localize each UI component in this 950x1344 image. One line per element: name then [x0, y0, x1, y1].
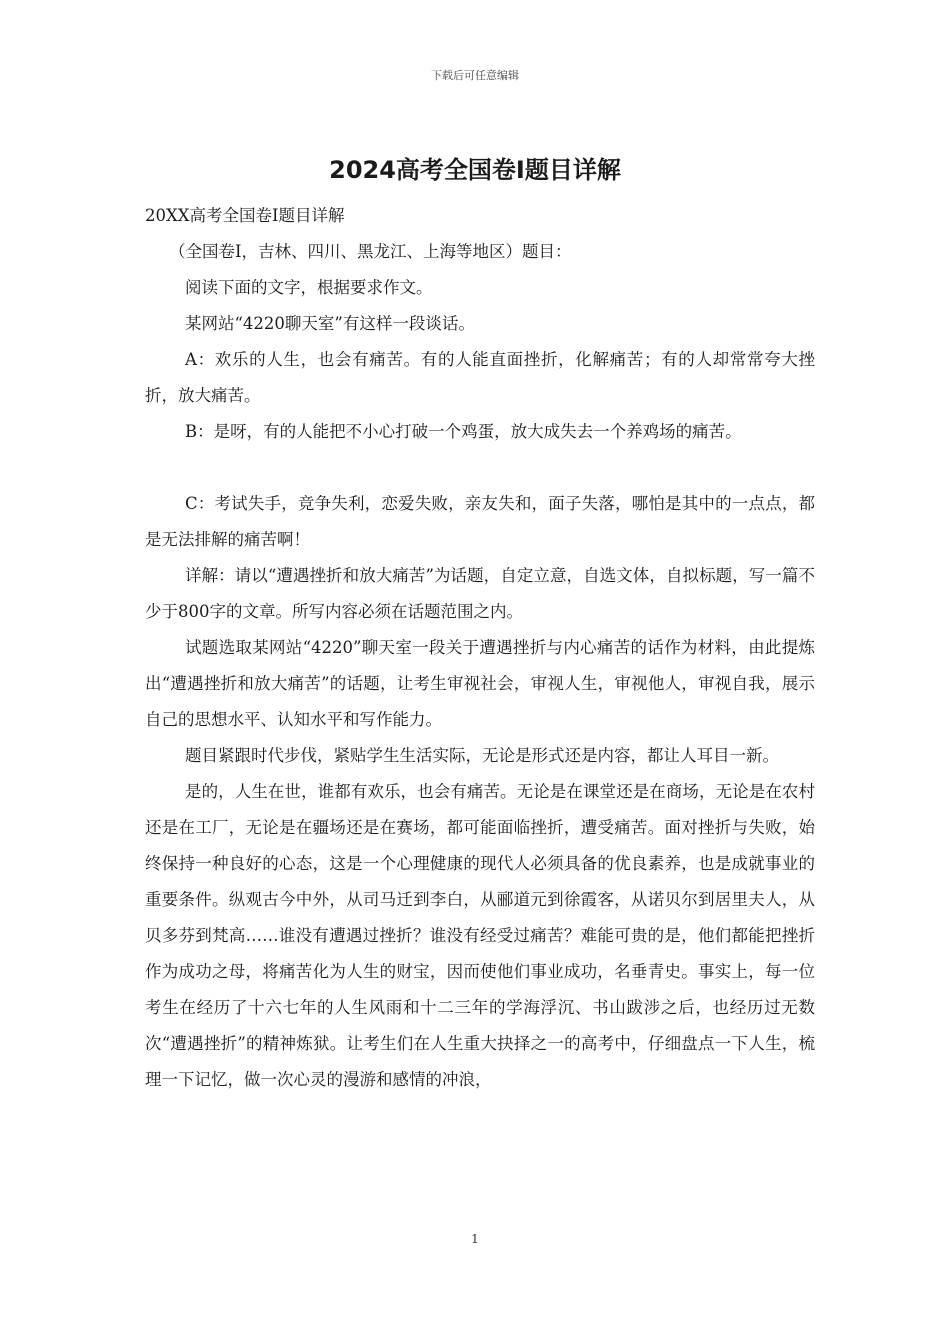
scope-paragraph: （全国卷Ⅰ，吉林、四川、黑龙江、上海等地区）题目：	[169, 242, 572, 261]
document-title: 2024高考全国卷Ⅰ题目详解	[329, 156, 621, 184]
dialogue-a-paragraph: A：欢乐的人生，也会有痛苦。有的人能直面挫折，化解痛苦；有的人却常常夸大挫折，放大痛苦。	[145, 350, 815, 405]
blank-line	[145, 450, 815, 486]
subtitle-paragraph: 20XX高考全国卷Ⅰ题目详解	[145, 206, 345, 225]
comment-paragraph: 题目紧跟时代步伐，紧贴学生生活实际，无论是形式还是内容，都让人耳目一新。	[185, 746, 779, 765]
document-body	[145, 198, 815, 1098]
analysis-paragraph: 试题选取某网站“4220”聊天室一段关于遭遇挫折与内心痛苦的话作为材料，由此提炼出“遭遇挫折和放大痛苦”的话题，让考生审视社会，审视人生，审视他人，审视自我，展示自己的思想水平、认知水平和写作能力。	[145, 638, 815, 729]
page-header-note: 下载后可任意编辑	[431, 69, 519, 82]
page-number: 1	[471, 1232, 479, 1246]
instruction-paragraph: 阅读下面的文字，根据要求作文。	[185, 278, 433, 297]
dialogue-b-paragraph: B：是呀，有的人能把不小心打破一个鸡蛋，放大成失去一个养鸡场的痛苦。	[185, 422, 742, 441]
requirement-paragraph: 详解：请以“遭遇挫折和放大痛苦”为话题，自定立意，自选文体，自拟标题，写一篇不少于800字的文章。所写内容必须在话题范围之内。	[145, 566, 815, 621]
intro-paragraph: 某网站“4220聊天室”有这样一段谈话。	[185, 314, 475, 333]
discussion-paragraph: 是的，人生在世，谁都有欢乐，也会有痛苦。无论是在课堂还是在商场，无论是在农村还是在工厂，无论是在疆场还是在赛场，都可能面临挫折，遭受痛苦。面对挫折与失败，始终保持一种良好的心态，这是一个心理健康的现代人必须具备的优良素养，也是成就事业的重要条件。纵观古今中外，从司马迁到李白，从郦道元到徐霞客，从诺贝尔到居里夫人，从贝多芬到梵高……谁没有遭遇过挫折？谁没有经受过痛苦？难能可贵的是，他们都能把挫折作为成功之母，将痛苦化为人生的财宝，因而使他们事业成功，名垂青史。事实上，每一位考生在经历了十六七年的人生风雨和十二三年的学海浮沉、书山跋涉之后，也经历过无数次“遭遇挫折”的精神炼狱。让考生们在人生重大抉择之一的高考中，仔细盘点一下人生，梳理一下记忆，做一次心灵的漫游和感情的冲浪，	[145, 782, 815, 1089]
dialogue-c-paragraph: C：考试失手，竞争失利，恋爱失败，亲友失和，面子失落，哪怕是其中的一点点，都是无法排解的痛苦啊！	[145, 494, 815, 549]
